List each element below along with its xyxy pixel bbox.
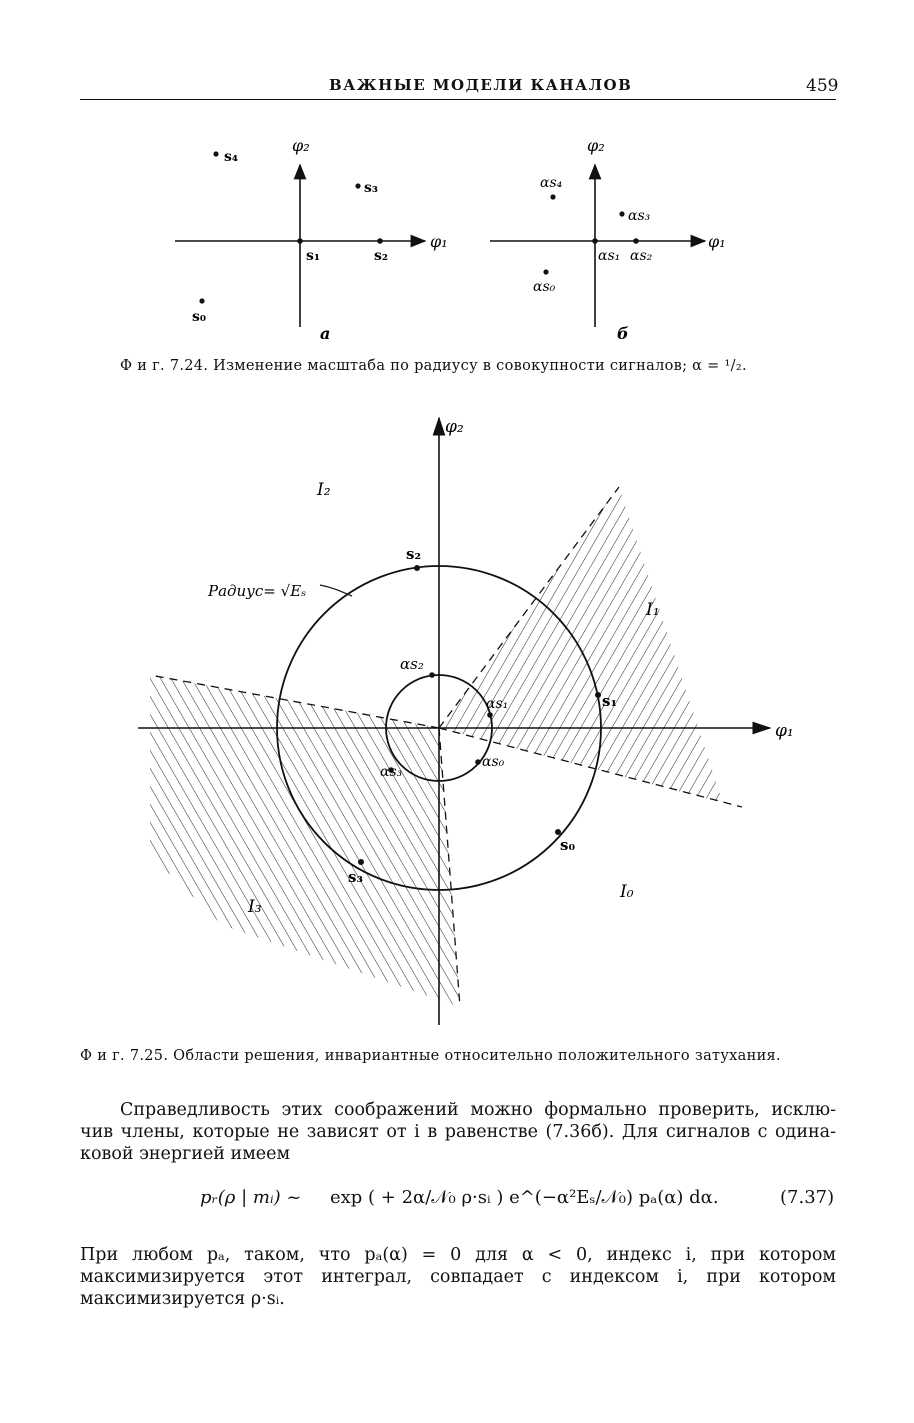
label-s2: s₂ — [406, 545, 422, 563]
figure-7-25-caption: Ф и г. 7.25. Области решения, инвариантные относительно положительного затухания. — [80, 1048, 781, 1064]
panel-a — [175, 136, 448, 343]
label-as0: αs₀ — [482, 754, 505, 770]
point-s1 — [595, 692, 601, 698]
fig725-axis-x-label: φ₁ — [775, 721, 794, 741]
region-I3-hatch — [150, 675, 460, 1007]
a-point-s4 — [213, 151, 218, 156]
label-as3: αs₃ — [380, 764, 403, 780]
paragraph-1 — [80, 1099, 836, 1165]
label-s0: s₀ — [560, 836, 576, 854]
header-rule — [80, 99, 836, 100]
panel-b — [490, 136, 726, 343]
equation-lhs: pᵣ(ρ | mᵢ) ~ — [200, 1187, 302, 1208]
point-s2 — [414, 565, 420, 571]
point-s0 — [555, 829, 561, 835]
b-label-as4: αs₄ — [540, 175, 563, 191]
a-point-s3 — [355, 183, 360, 188]
equation-rhs: exp ( + 2α/𝒩₀ ρ·sᵢ ) e^(−α²Eₛ/𝒩₀) pₐ(α) dα. — [330, 1187, 719, 1208]
radius-label: Радиус= √Eₛ — [208, 582, 307, 600]
page-number: 459 — [806, 76, 839, 96]
b-point-as4 — [550, 194, 555, 199]
a-point-s1 — [297, 238, 303, 244]
region-label-I1: I₁ — [646, 600, 660, 620]
paragraph-2 — [80, 1244, 836, 1310]
para1-line2: чив члены, которые не зависят от i в равенстве (7.36б). Для сигналов с одина- — [80, 1122, 836, 1142]
b-point-as3 — [619, 211, 624, 216]
point-s3 — [358, 859, 364, 865]
region-label-I0: I₀ — [620, 882, 634, 902]
b-point-as2 — [633, 238, 639, 244]
para1-line1: Справедливость этих соображений можно формально проверить, исклю- — [120, 1100, 836, 1120]
b-label-as1: αs₁ — [598, 248, 621, 264]
para2-line2: максимизируется этот интеграл, совпадает с индексом i, при котором — [80, 1267, 836, 1287]
figure-7-24 — [160, 125, 760, 350]
a-axis-y-label: φ₂ — [292, 136, 310, 155]
a-label-s4: s₄ — [224, 149, 239, 165]
label-as1: αs₁ — [486, 696, 509, 712]
a-label-s1: s₁ — [306, 248, 321, 264]
region-label-I3: I₃ — [248, 897, 262, 917]
panel-b-label: б — [617, 324, 629, 343]
region-label-I2: I₂ — [317, 480, 331, 500]
point-as1 — [487, 712, 493, 718]
equation-number: (7.37) — [780, 1187, 835, 1208]
a-point-s0 — [199, 298, 204, 303]
b-axis-y-label: φ₂ — [587, 136, 605, 155]
b-axis-x-label: φ₁ — [708, 232, 726, 251]
label-s1: s₁ — [602, 692, 618, 710]
figure-7-25 — [130, 410, 810, 1035]
b-point-as1 — [592, 238, 598, 244]
b-label-as0: αs₀ — [533, 279, 556, 295]
para1-line3: ковой энергией имеем — [80, 1144, 291, 1164]
para2-line1: При любом pₐ, таком, что pₐ(α) = 0 для α < 0, индекс i, при котором — [80, 1245, 836, 1265]
fig725-axis-y-label: φ₂ — [445, 417, 464, 437]
b-label-as2: αs₂ — [630, 248, 653, 264]
a-label-s2: s₂ — [374, 248, 389, 264]
figure-7-24-caption: Ф и г. 7.24. Изменение масштаба по радиусу в совокупности сигналов; α = ¹/₂. — [120, 358, 747, 374]
a-axis-x-label: φ₁ — [430, 232, 448, 251]
b-point-as0 — [543, 269, 548, 274]
label-s3: s₃ — [348, 868, 364, 886]
label-as2: αs₂ — [400, 655, 424, 673]
b-label-as3: αs₃ — [628, 208, 651, 224]
para2-line3: максимизируется ρ·sᵢ. — [80, 1289, 285, 1309]
point-as2 — [429, 672, 435, 678]
point-as0 — [475, 759, 481, 765]
running-head: ВАЖНЫЕ МОДЕЛИ КАНАЛОВ — [329, 76, 633, 94]
a-label-s0: s₀ — [192, 309, 207, 325]
a-label-s3: s₃ — [364, 180, 379, 196]
panel-a-label: а — [320, 324, 331, 343]
a-point-s2 — [377, 238, 383, 244]
